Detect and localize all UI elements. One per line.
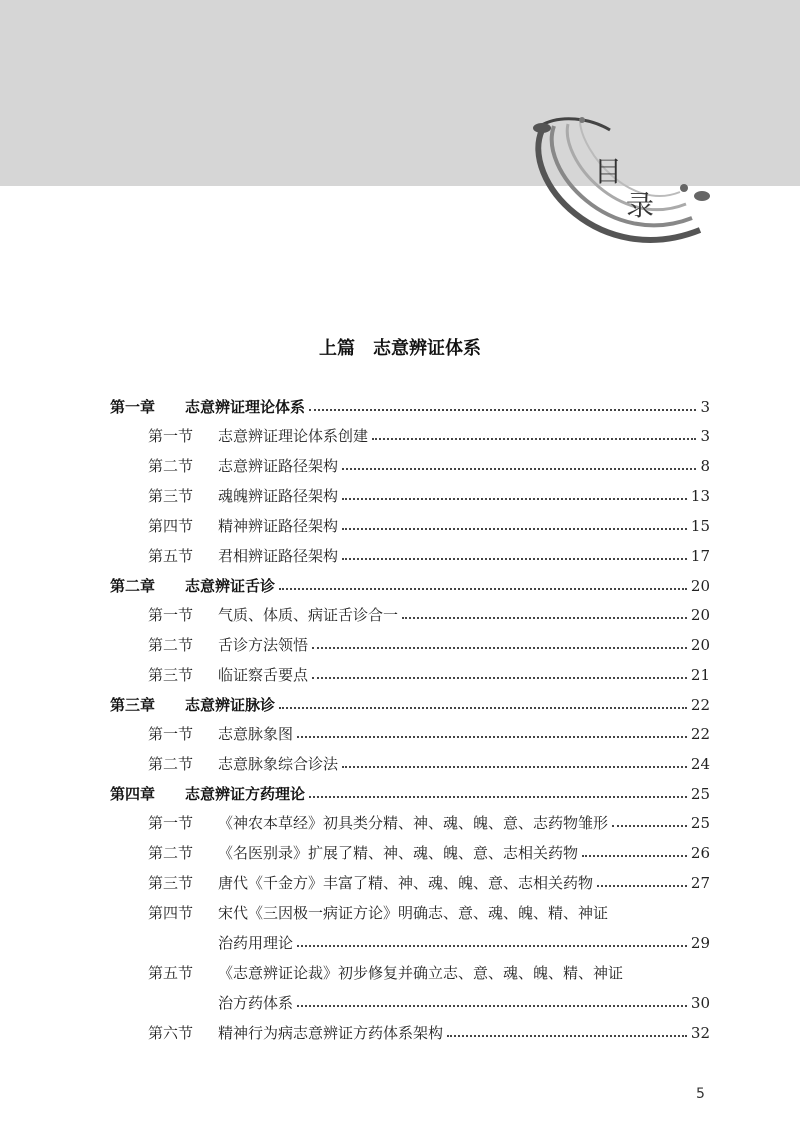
toc-chapter-title: 志意辨证理论体系 bbox=[185, 398, 306, 416]
toc-leader-dots bbox=[342, 766, 687, 768]
toc-leader-dots bbox=[279, 588, 687, 590]
toc-page-number: 20 bbox=[690, 606, 710, 624]
toc-page-number: 13 bbox=[690, 487, 710, 505]
toc-title-char-2: 录 bbox=[626, 189, 655, 222]
toc-title-char-1: 目 bbox=[594, 155, 623, 188]
toc-leader-dots bbox=[372, 438, 696, 440]
toc-section-title: 精神辨证路径架构 bbox=[218, 517, 339, 535]
toc-leader-dots bbox=[447, 1035, 687, 1037]
toc-leader-dots bbox=[342, 528, 687, 530]
toc-row[interactable] bbox=[0, 425, 800, 447]
toc-leader-dots bbox=[312, 647, 687, 649]
toc-section-label: 第二节 bbox=[148, 844, 194, 862]
toc-leader-dots bbox=[297, 1005, 687, 1007]
toc-row[interactable] bbox=[0, 753, 800, 775]
toc-page-number: 27 bbox=[690, 874, 710, 892]
toc-row[interactable] bbox=[0, 932, 800, 954]
toc-chapter-label: 第四章 bbox=[110, 785, 156, 803]
toc-page-number: 15 bbox=[690, 517, 710, 535]
toc-page-number: 20 bbox=[690, 636, 710, 654]
toc-page-number: 32 bbox=[690, 1024, 710, 1042]
toc-section-title: 唐代《千金方》丰富了精、神、魂、魄、意、志相关药物 bbox=[218, 874, 594, 892]
toc-row[interactable] bbox=[0, 992, 800, 1014]
toc-page-number: 3 bbox=[700, 427, 710, 445]
toc-section-title: 志意辨证理论体系创建 bbox=[218, 427, 369, 445]
toc-row[interactable] bbox=[0, 723, 800, 745]
toc-row[interactable] bbox=[0, 694, 800, 716]
toc-page-number: 22 bbox=[690, 725, 710, 743]
toc-section-title: 《志意辨证论裁》初步修复并确立志、意、魂、魄、精、神证 bbox=[218, 964, 624, 982]
toc-leader-dots bbox=[297, 945, 687, 947]
toc-section-label: 第五节 bbox=[148, 964, 194, 982]
toc-section-title: 《名医别录》扩展了精、神、魂、魄、意、志相关药物 bbox=[218, 844, 579, 862]
toc-section-label: 第二节 bbox=[148, 636, 194, 654]
toc-section-title: 治方药体系 bbox=[218, 994, 294, 1012]
toc-row[interactable] bbox=[0, 604, 800, 626]
toc-row[interactable] bbox=[0, 664, 800, 686]
toc-section-label: 第三节 bbox=[148, 874, 194, 892]
toc-chapter-title: 志意辨证脉诊 bbox=[185, 696, 276, 714]
toc-row[interactable] bbox=[0, 515, 800, 537]
toc-row[interactable] bbox=[0, 575, 800, 597]
toc-leader-dots bbox=[309, 796, 687, 798]
toc-section-label: 第二节 bbox=[148, 457, 194, 475]
toc-page-number: 26 bbox=[690, 844, 710, 862]
part-title: 上篇 志意辨证体系 bbox=[319, 338, 481, 359]
toc-row[interactable] bbox=[0, 545, 800, 567]
toc-section-title: 志意脉象综合诊法 bbox=[218, 755, 339, 773]
toc-chapter-label: 第三章 bbox=[110, 696, 156, 714]
toc-section-label: 第四节 bbox=[148, 904, 194, 922]
toc-section-label: 第六节 bbox=[148, 1024, 194, 1042]
toc-page-number: 20 bbox=[690, 577, 710, 595]
toc-row[interactable] bbox=[0, 783, 800, 805]
toc-section-label: 第三节 bbox=[148, 487, 194, 505]
toc-leader-dots bbox=[309, 409, 696, 411]
toc-row[interactable] bbox=[0, 396, 800, 418]
toc-row[interactable] bbox=[0, 634, 800, 656]
toc-page-number: 21 bbox=[690, 666, 710, 684]
toc-section-label: 第二节 bbox=[148, 755, 194, 773]
toc-section-label: 第五节 bbox=[148, 547, 194, 565]
toc-section-title: 志意脉象图 bbox=[218, 725, 294, 743]
toc-section-title: 宋代《三因极一病证方论》明确志、意、魂、魄、精、神证 bbox=[218, 904, 609, 922]
toc-section-title: 君相辨证路径架构 bbox=[218, 547, 339, 565]
toc-page-number: 8 bbox=[700, 457, 710, 475]
toc-row[interactable] bbox=[0, 812, 800, 834]
toc-leader-dots bbox=[612, 825, 687, 827]
toc-chapter-title: 志意辨证舌诊 bbox=[185, 577, 276, 595]
page-number: 5 bbox=[696, 1086, 705, 1102]
toc-section-label: 第一节 bbox=[148, 814, 194, 832]
toc-leader-dots bbox=[582, 855, 687, 857]
toc-row[interactable] bbox=[0, 842, 800, 864]
toc-page-number: 25 bbox=[690, 785, 710, 803]
toc-page-number: 29 bbox=[690, 934, 710, 952]
toc-chapter-label: 第二章 bbox=[110, 577, 156, 595]
toc-leader-dots bbox=[342, 558, 687, 560]
toc-page-number: 3 bbox=[700, 398, 710, 416]
toc-leader-dots bbox=[279, 707, 687, 709]
toc-row[interactable] bbox=[0, 455, 800, 477]
toc-leader-dots bbox=[342, 468, 696, 470]
toc-section-title: 精神行为病志意辨证方药体系架构 bbox=[218, 1024, 444, 1042]
toc-row[interactable] bbox=[0, 1022, 800, 1044]
toc-page-number: 22 bbox=[690, 696, 710, 714]
toc-leader-dots bbox=[297, 736, 687, 738]
toc-section-label: 第一节 bbox=[148, 725, 194, 743]
toc-page-number: 24 bbox=[690, 755, 710, 773]
toc-section-label: 第一节 bbox=[148, 427, 194, 445]
toc-section-title: 舌诊方法领悟 bbox=[218, 636, 309, 654]
toc-leader-dots bbox=[342, 498, 687, 500]
toc-section-title: 魂魄辨证路径架构 bbox=[218, 487, 339, 505]
toc-page-number: 17 bbox=[690, 547, 710, 565]
toc-chapter-label: 第一章 bbox=[110, 398, 156, 416]
toc-row[interactable] bbox=[0, 902, 800, 924]
toc-leader-dots bbox=[597, 885, 687, 887]
toc-row[interactable] bbox=[0, 872, 800, 894]
toc-section-title: 气质、体质、病证舌诊合一 bbox=[218, 606, 399, 624]
toc-page-number: 30 bbox=[690, 994, 710, 1012]
toc-row[interactable] bbox=[0, 962, 800, 984]
toc-chapter-title: 志意辨证方药理论 bbox=[185, 785, 306, 803]
toc-section-label: 第三节 bbox=[148, 666, 194, 684]
toc-section-title: 《神农本草经》初具类分精、神、魂、魄、意、志药物雏形 bbox=[218, 814, 609, 832]
toc-section-title: 临证察舌要点 bbox=[218, 666, 309, 684]
toc-page-number: 25 bbox=[690, 814, 710, 832]
toc-section-label: 第四节 bbox=[148, 517, 194, 535]
toc-row[interactable] bbox=[0, 485, 800, 507]
toc-leader-dots bbox=[312, 677, 687, 679]
toc-section-title: 志意辨证路径架构 bbox=[218, 457, 339, 475]
toc-section-label: 第一节 bbox=[148, 606, 194, 624]
toc-leader-dots bbox=[402, 617, 687, 619]
toc-section-title: 治药用理论 bbox=[218, 934, 294, 952]
